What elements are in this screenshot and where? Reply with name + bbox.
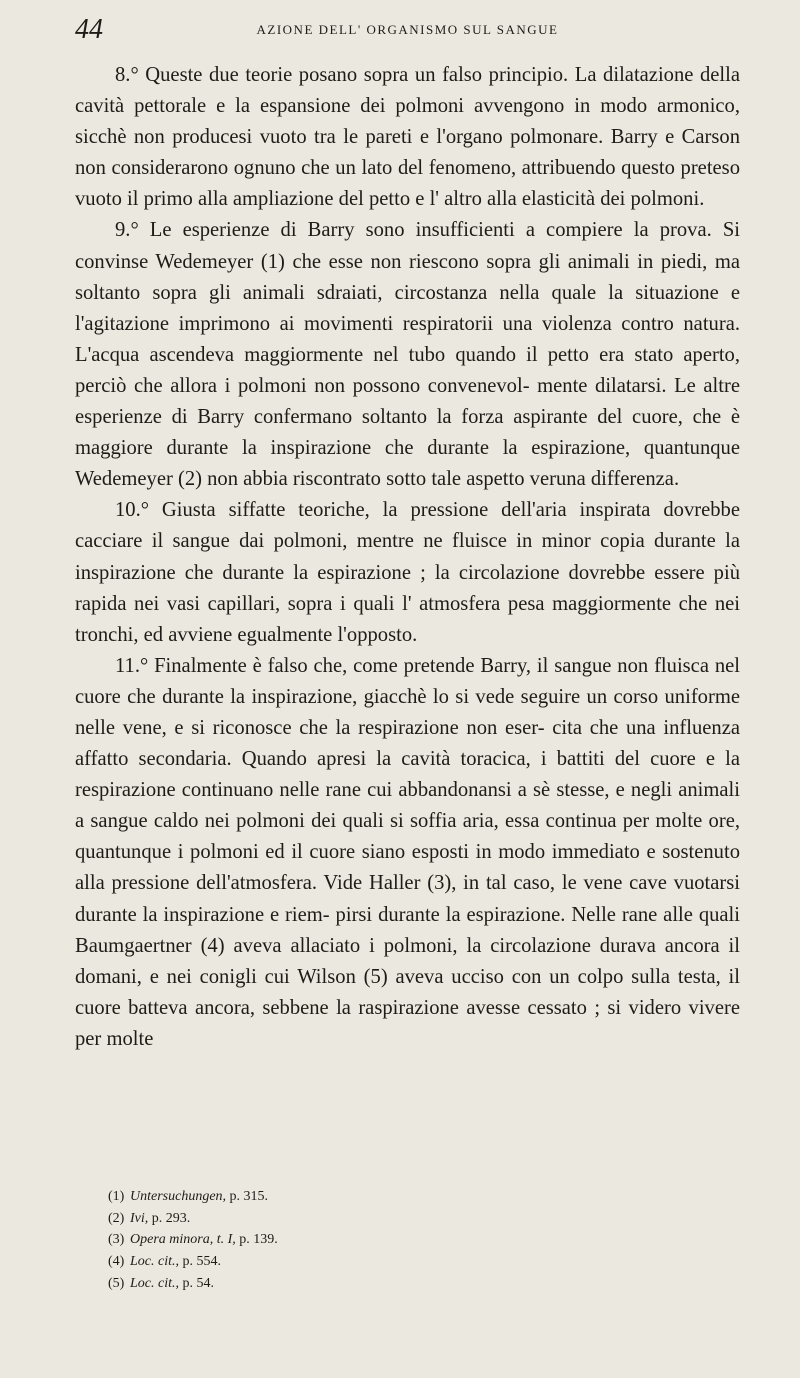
footnote-page: p. 54. <box>179 1275 214 1291</box>
footnote-3 <box>108 1229 740 1251</box>
paragraph-11: 11.° Finalmente è falso che, come pretende Barry, il sangue non fluisca nel cuore che durante la inspirazione, giacchè lo si vede seguire un corso uniforme nelle vene, e si riconosce che la respirazione non eser- cita che una influenza affatto secondaria. Quando apresi la cavità toracica, i battiti del cuore e la respirazione continuano nelle rane cui abbandonansi a sè stesse, e negli animali a sangue caldo nei polmoni dei quali si soffia aria, essa continua per molte ore, quantunque i polmoni ed il cuore siano esposti in modo immediato e sostenuto alla pressione dell'atmosfera. Vide Haller (3), in tal caso, le vene cave vuotarsi durante la inspirazione e riem- pirsi durante la espirazione. Nelle rane alle quali Baumgaertner (4) aveva allaciato i polmoni, la circolazione durava ancora il domani, e nei conigli cui Wilson (5) aveva ucciso con un colpo sulla testa, il cuore batteva ancora, sebbene la raspirazione avesse cessato ; si videro vivere per molte <box>75 654 740 1050</box>
paragraph-8: 8.° Queste due teorie posano sopra un falso principio. La dilatazione della cavità pettorale e la espansione dei polmoni avvengono in modo armonico, sicchè non producesi vuoto tra le pareti e l'organo polmonare. Barry e Carson non considerarono ognuno che un lato del fenomeno, attribuendo questo preteso vuoto il primo alla ampliazione del petto e l' altro alla elasticità dei polmoni. <box>75 64 740 211</box>
footnote-page: p. 293. <box>148 1210 191 1226</box>
footnote-number: (2) <box>108 1210 125 1226</box>
footnote-4 <box>108 1251 740 1273</box>
paragraph-9: 9.° Le esperienze di Barry sono insufficienti a compiere la prova. Si convinse Wedemeyer (1) che esse non riescono sopra gli animali in piedi, ma soltanto sopra gli animali sdraiati, circostanza nella quale la situazione e l'agitazione imprimono ai movimenti respiratorii una violenza contro natura. L'acqua ascendeva maggiormente nel tubo quando il petto era stato aperto, perciò che allora i polmoni non possono convenevol- mente dilatarsi. Le altre esperienze di Barry confermano soltanto la forza aspirante del cuore, che è maggiore durante la inspirazione che durante la espirazione, quantunque Wedemeyer (2) non abbia riscontrato sotto tale aspetto veruna differenza. <box>75 219 740 491</box>
footnote-title: Ivi, <box>130 1210 149 1226</box>
body-text <box>75 60 740 1055</box>
footnote-title: Untersuchungen, <box>130 1189 227 1204</box>
footnotes <box>108 1186 740 1295</box>
footnote-1 <box>108 1186 740 1208</box>
footnote-number: (4) <box>108 1254 125 1270</box>
page-header <box>75 14 740 44</box>
footnote-page: p. 554. <box>179 1254 221 1270</box>
footnote-title: Loc. cit., <box>130 1275 179 1291</box>
footnote-2 <box>108 1208 740 1230</box>
running-title: AZIONE DELL' ORGANISMO SUL SANGUE <box>256 22 559 37</box>
page-number: 44 <box>75 14 103 45</box>
footnote-title: Opera minora, t. I, <box>130 1232 236 1248</box>
footnote-page: p. 139. <box>235 1232 278 1248</box>
paragraph-10: 10.° Giusta siffatte teoriche, la pressione dell'aria inspirata dovrebbe cacciare il sangue dai polmoni, mentre ne fluisce in minor copia durante la inspirazione che durante la espirazione ; la circolazione dovrebbe essere più rapida nei vasi capillari, sopra i quali l' atmosfera pesa maggiormente che nei tronchi, ed avviene egualmente l'opposto. <box>75 499 740 646</box>
footnote-title: Loc. cit., <box>130 1254 179 1270</box>
footnote-page: p. 315. <box>226 1189 269 1204</box>
footnote-5 <box>108 1273 740 1295</box>
footnote-number: (5) <box>108 1275 125 1291</box>
footnote-number: (1) <box>108 1189 125 1204</box>
footnote-number: (3) <box>108 1232 125 1248</box>
